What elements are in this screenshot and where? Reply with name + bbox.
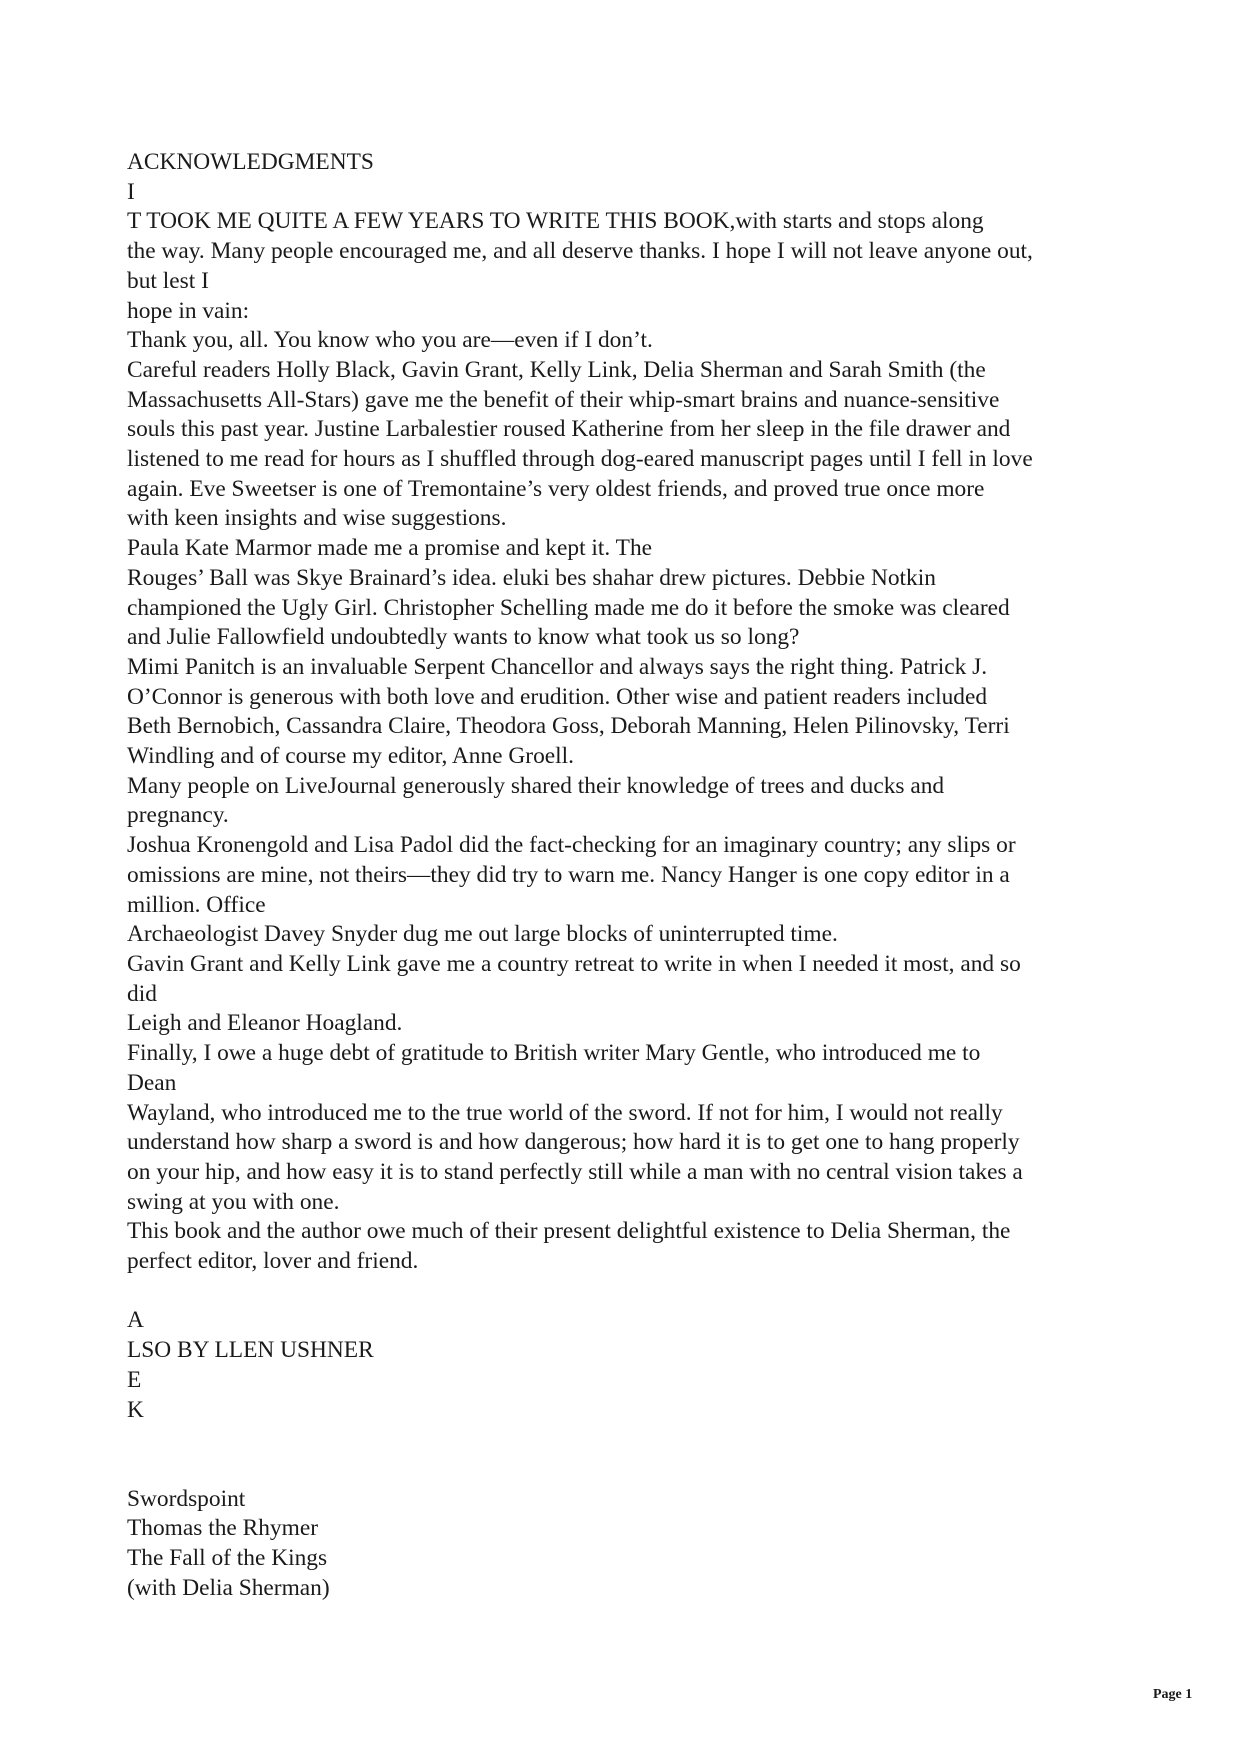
ack-line: Thank you, all. You know who you are—even if I don’t. <box>127 327 653 354</box>
ack-line: Joshua Kronengold and Lisa Padol did the fact-checking for an imaginary country; any slips or <box>127 832 1016 859</box>
ack-line: Massachusetts All-Stars) gave me the benefit of their whip-smart brains and nuance-sensitive <box>127 386 1000 413</box>
ack-line: listened to me read for hours as I shuffled through dog-eared manuscript pages until I fell in love <box>127 446 1033 473</box>
ack-line: hope in vain: <box>127 297 250 324</box>
acknowledgments-text <box>127 207 1132 1276</box>
ack-line: championed the Ugly Girl. Christopher Schelling made me do it before the smoke was cleared <box>127 594 1010 621</box>
ack-line: the way. Many people encouraged me, and all deserve thanks. I hope I will not leave anyone out, <box>127 238 1033 265</box>
ack-line: Archaeologist Davey Snyder dug me out large blocks of uninterrupted time. <box>127 921 838 948</box>
ack-line: Wayland, who introduced me to the true world of the sword. If not for him, I would not really <box>127 1099 1003 1126</box>
ack-line: Mimi Panitch is an invaluable Serpent Chancellor and always says the right thing. Patrick J. <box>127 653 988 680</box>
ack-line: Windling and of course my editor, Anne Groell. <box>127 743 574 770</box>
ack-line: Many people on LiveJournal generously shared their knowledge of trees and ducks and <box>127 772 945 799</box>
dropcap-letter: I <box>127 178 135 205</box>
ack-line: pregnancy. <box>127 802 229 829</box>
ack-line: Leigh and Eleanor Hoagland. <box>127 1010 403 1037</box>
ack-line: omissions are mine, not theirs—they did try to warn me. Nancy Hanger is one copy editor in a <box>127 861 1010 888</box>
book-title: Swordspoint <box>127 1485 246 1512</box>
ack-line: but lest I <box>127 267 209 294</box>
ack-line: Paula Kate Marmor made me a promise and kept it. The <box>127 535 653 562</box>
ack-line: with keen insights and wise suggestions. <box>127 505 507 532</box>
ack-line: perfect editor, lover and friend. <box>127 1248 419 1275</box>
also-by-line: E <box>127 1366 142 1393</box>
ack-line: did <box>127 980 157 1007</box>
ack-line: souls this past year. Justine Larbalestier roused Katherine from her sleep in the file drawer and <box>127 416 1011 443</box>
ack-line: and Julie Fallowfield undoubtedly wants to know what took us so long? <box>127 624 800 651</box>
acknowledgments-heading: ACKNOWLEDGMENTS <box>127 149 374 175</box>
ack-line: Rouges’ Ball was Skye Brainard’s idea. eluki bes shahar drew pictures. Debbie Notkin <box>127 564 936 591</box>
ack-line: on your hip, and how easy it is to stand perfectly still while a man with no central vision takes a <box>127 1158 1023 1185</box>
also-by-line: LSO BY LLEN USHNER <box>127 1337 374 1364</box>
document-body <box>127 148 1132 1603</box>
ack-line: O’Connor is generous with both love and erudition. Other wise and patient readers included <box>127 683 988 710</box>
book-list <box>127 1485 1132 1604</box>
ack-line: understand how sharp a sword is and how dangerous; how hard it is to get one to hang properly <box>127 1129 1020 1156</box>
ack-line: swing at you with one. <box>127 1188 340 1215</box>
ack-line: million. Office <box>127 891 266 918</box>
book-title: The Fall of the Kings <box>127 1545 328 1572</box>
ack-line: again. Eve Sweetser is one of Tremontaine’s very oldest friends, and proved true once more <box>127 475 985 502</box>
ack-line: Beth Bernobich, Cassandra Claire, Theodora Goss, Deborah Manning, Helen Pilinovsky, Terri <box>127 713 1010 740</box>
also-by-line: A <box>127 1307 144 1334</box>
book-title: (with Delia Sherman) <box>127 1574 330 1601</box>
ack-line: Dean <box>127 1069 177 1096</box>
also-by-line: K <box>127 1396 144 1423</box>
section-gap <box>127 1425 1132 1484</box>
book-title: Thomas the Rhymer <box>127 1515 318 1542</box>
section-gap <box>127 1277 1132 1307</box>
also-by-heading <box>127 1306 1132 1425</box>
ack-line: This book and the author owe much of their present delightful existence to Delia Sherman, the <box>127 1218 1011 1245</box>
ack-line: Finally, I owe a huge debt of gratitude to British writer Mary Gentle, who introduced me to <box>127 1040 981 1067</box>
ack-line: Gavin Grant and Kelly Link gave me a country retreat to write in when I needed it most, and so <box>127 950 1021 977</box>
page-number: Page 1 <box>1153 1687 1193 1702</box>
ack-line: Careful readers Holly Black, Gavin Grant, Kelly Link, Delia Sherman and Sarah Smith (the <box>127 356 986 383</box>
ack-line: T TOOK ME QUITE A FEW YEARS TO WRITE THIS BOOK,with starts and stops along <box>127 208 984 235</box>
